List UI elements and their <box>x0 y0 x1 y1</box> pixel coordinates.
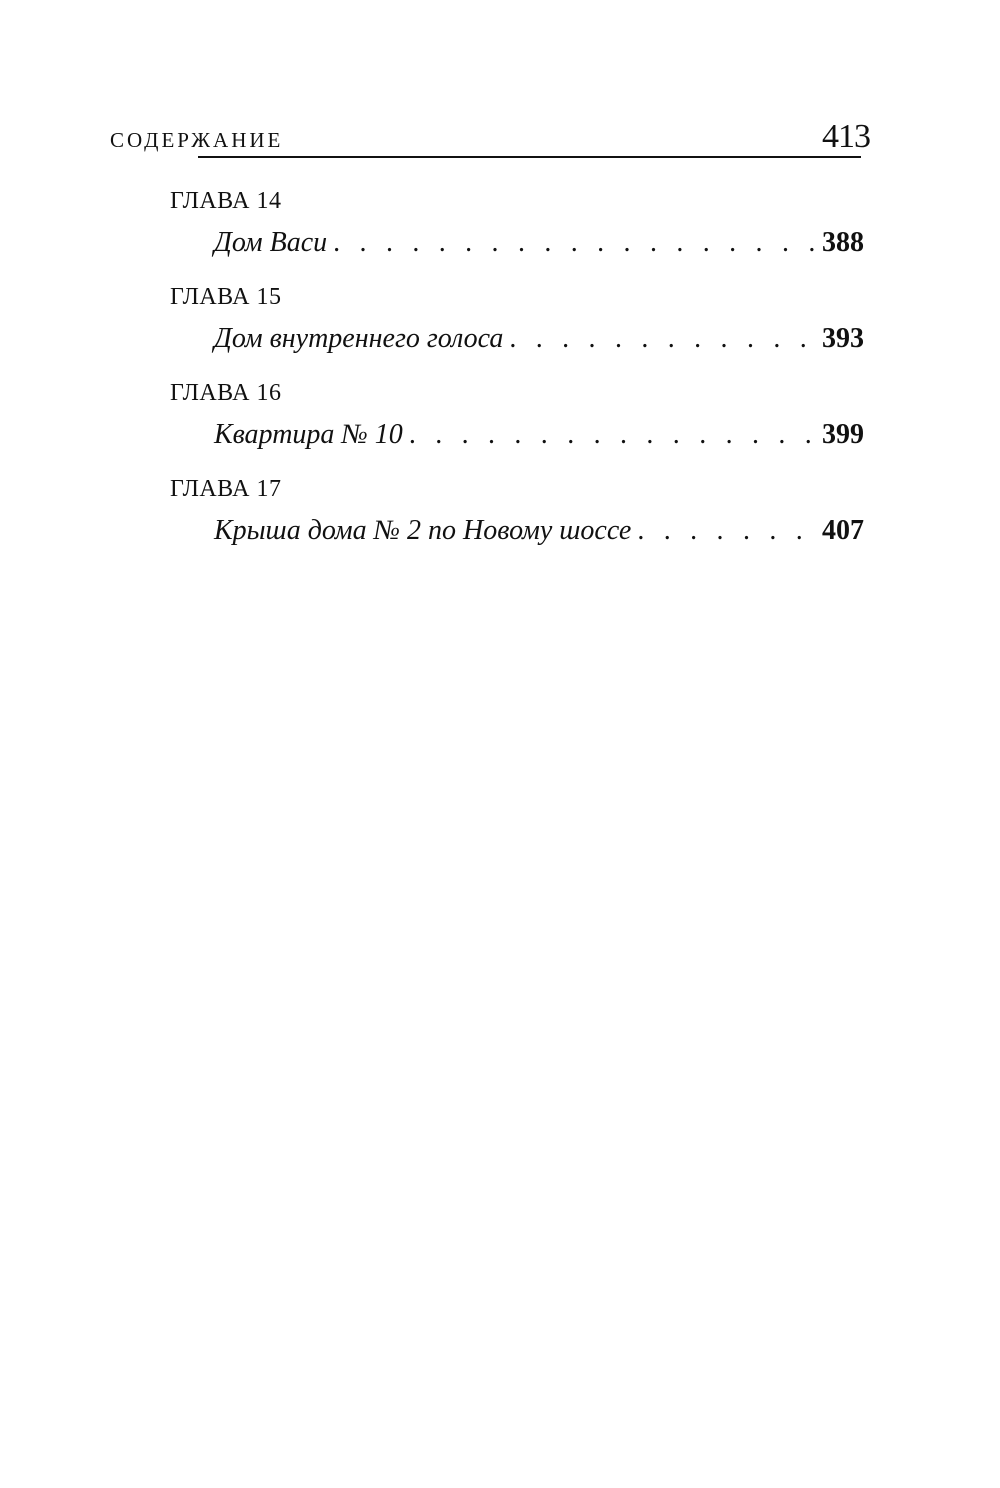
chapter-label: ГЛАВА 17 <box>170 476 282 502</box>
chapter-page-number: 393 <box>822 323 864 354</box>
toc-entry-line <box>214 417 864 453</box>
chapter-page-number: 388 <box>822 227 864 258</box>
page-number: 413 <box>822 118 870 155</box>
chapter-title: Крыша дома № 2 по Новому шоссе <box>214 515 632 546</box>
toc-entry <box>170 185 864 281</box>
chapter-title: Дом Васи <box>214 227 328 258</box>
chapter-label: ГЛАВА 15 <box>170 284 282 310</box>
running-head <box>110 120 870 170</box>
dot-leader <box>333 225 816 261</box>
dot-leader <box>637 513 816 549</box>
toc-entry <box>170 377 864 473</box>
chapter-title: Дом внутреннего голоса <box>214 323 504 354</box>
header-rule <box>198 156 861 158</box>
toc-entry <box>170 281 864 377</box>
toc-entry <box>170 473 864 569</box>
table-of-contents <box>170 185 864 569</box>
dot-leader <box>409 417 816 453</box>
running-head-title: СОДЕРЖАНИЕ <box>110 128 284 152</box>
chapter-label: ГЛАВА 16 <box>170 380 282 406</box>
dot-leader <box>509 321 816 357</box>
toc-entry-line <box>214 225 864 261</box>
toc-entry-line <box>214 321 864 357</box>
chapter-label: ГЛАВА 14 <box>170 188 282 214</box>
chapter-page-number: 407 <box>822 515 864 546</box>
chapter-page-number: 399 <box>822 419 864 450</box>
chapter-title: Квартира № 10 <box>214 419 403 450</box>
toc-entry-line <box>214 513 864 549</box>
